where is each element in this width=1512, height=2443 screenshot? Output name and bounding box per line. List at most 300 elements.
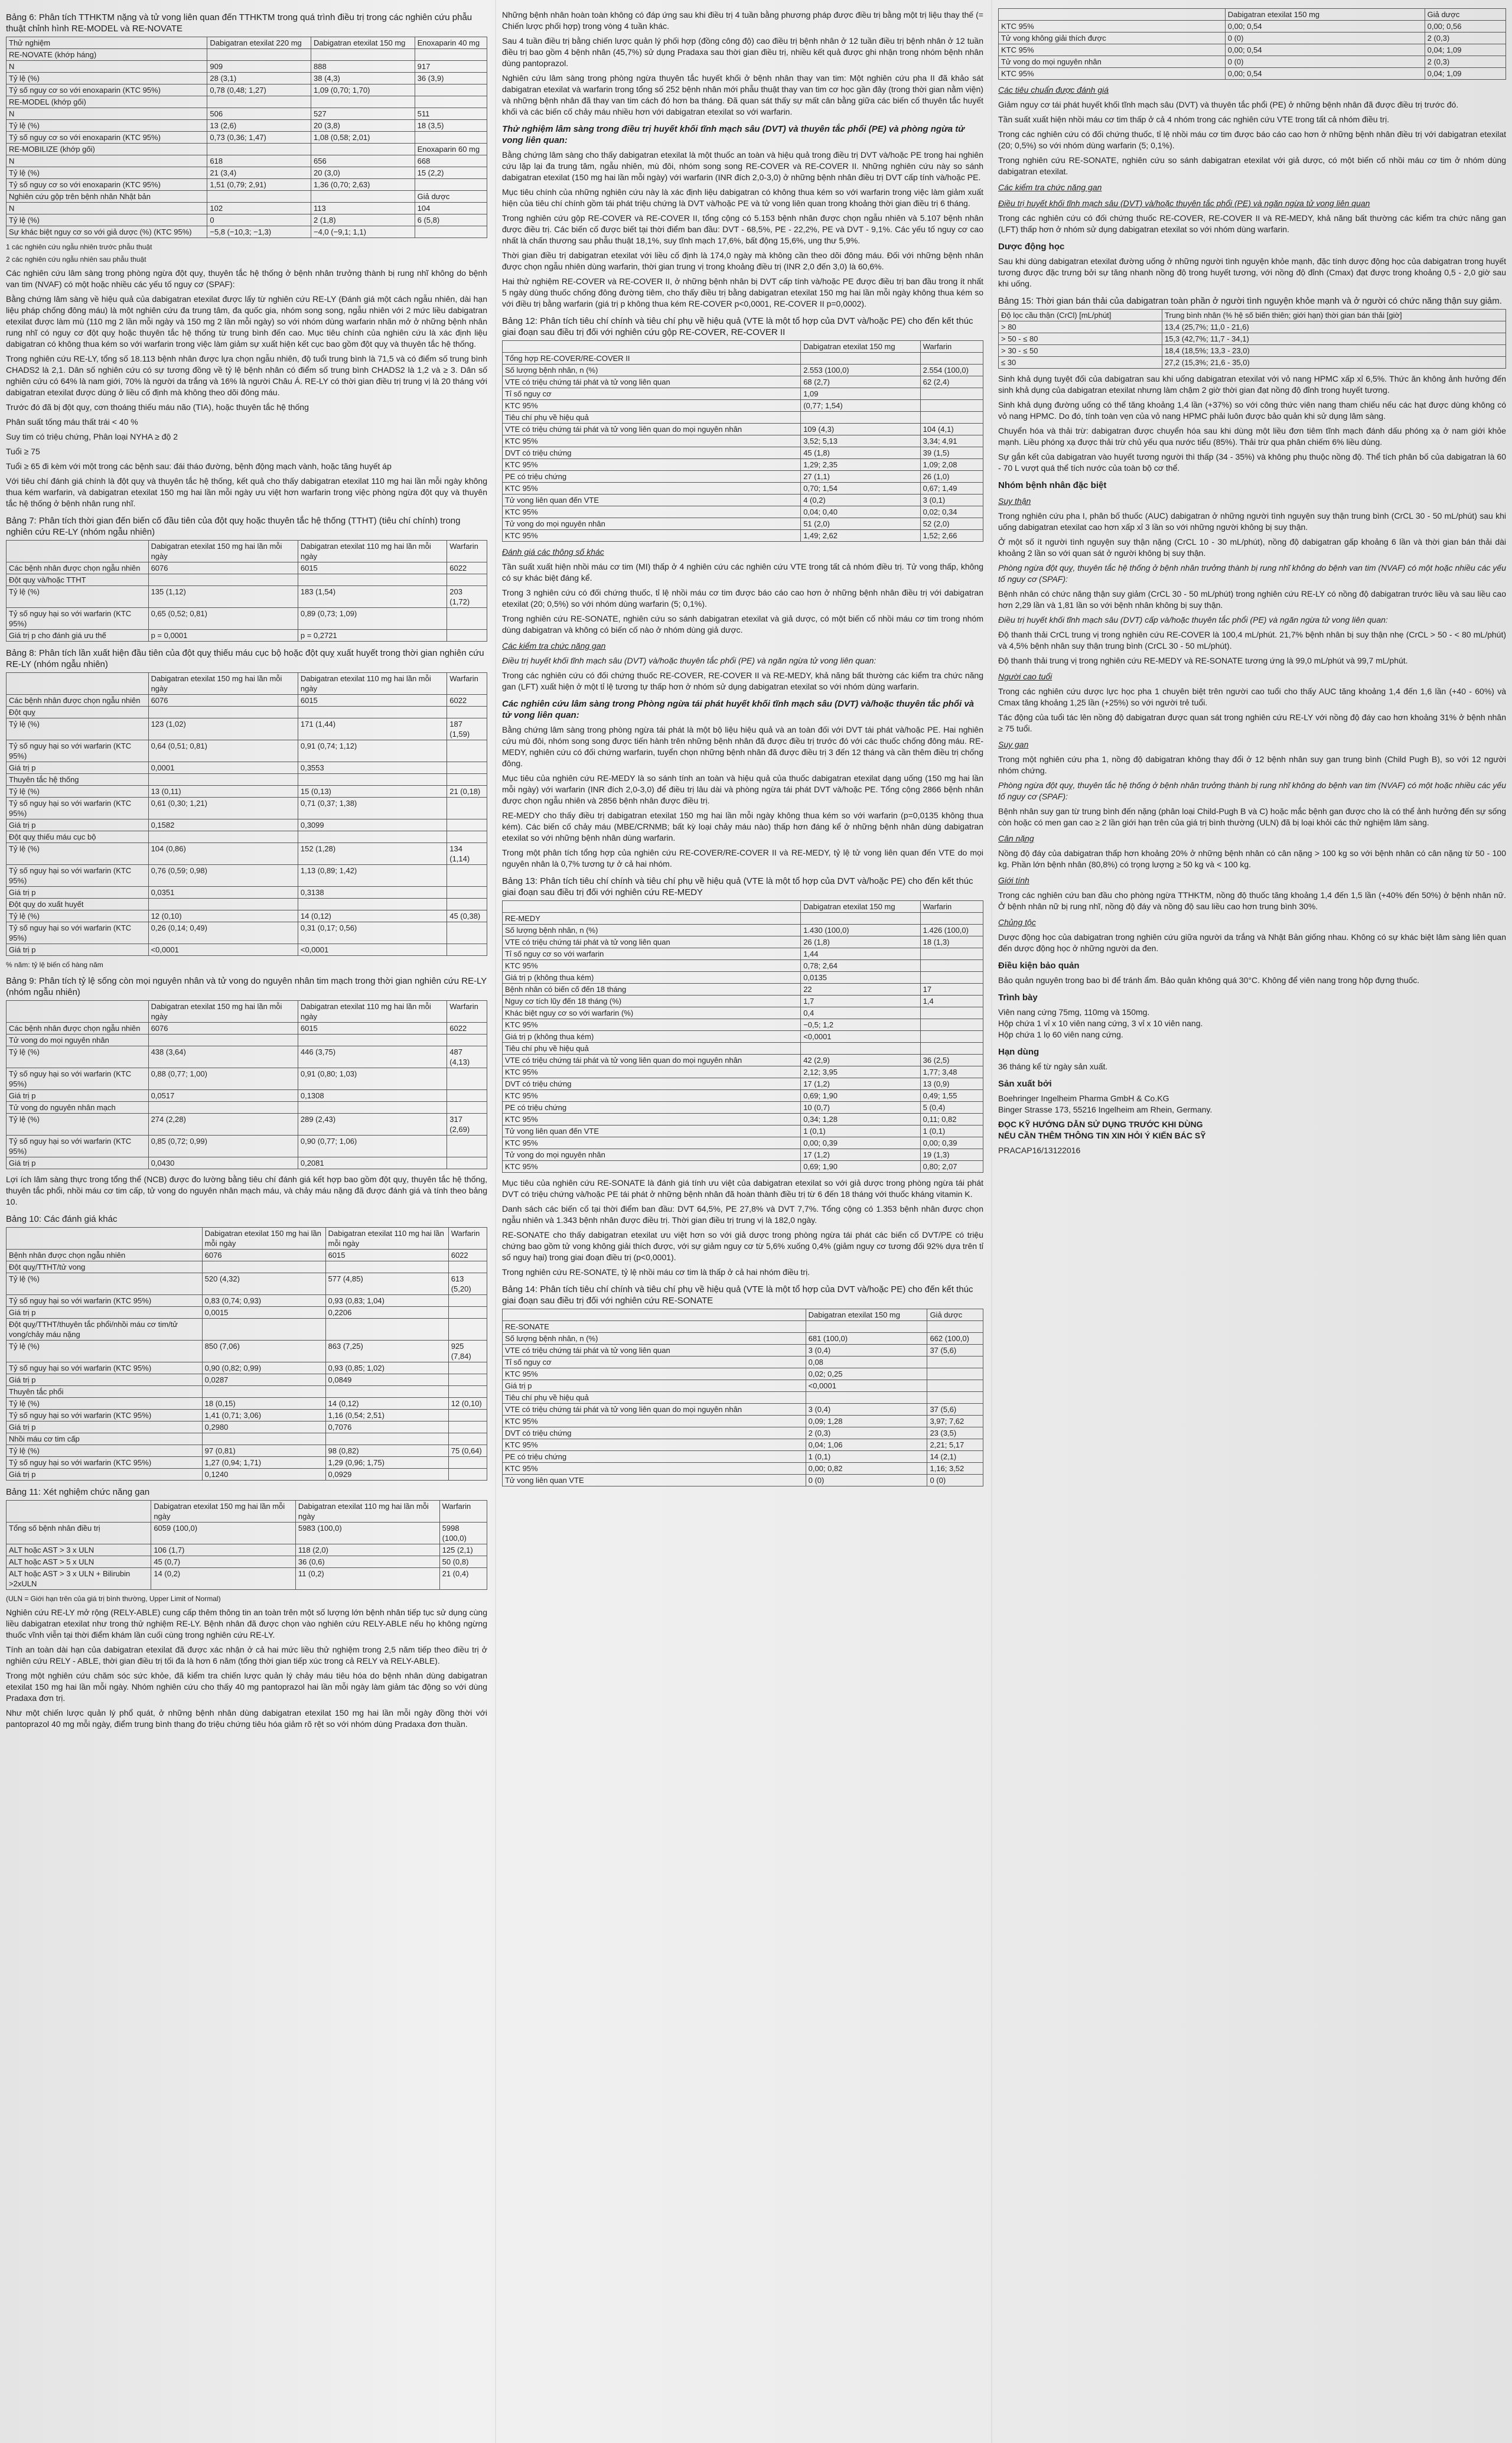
paragraph: Tần suất xuất hiện nhồi máu cơ tim thấp ở cả 4 nhóm trong các nghiên cứu VTE trong tất cả nhóm điều trị. (998, 115, 1389, 124)
table-row (503, 1475, 983, 1486)
table-cell: 0,7076 (325, 1421, 448, 1433)
table-cell: 123 (1,02) (148, 718, 298, 740)
table-cell (448, 1261, 487, 1273)
table-cell: 152 (1,28) (298, 843, 447, 865)
table-row (503, 471, 983, 483)
table-cell: Tỷ lệ (%) (6, 1046, 149, 1068)
paragraph: RE-SONATE cho thấy dabigatran etexilat ưu việt hơn so với giả dược trong phòng ngừa tái phát các biến cố DVT/PE có triệu chứng bao gồm tử vong không giải thích được, với sự giảm nguy cơ từ 5,6% xuống 0,4% (giảm nguy cơ tương đối 92% dựa trên tỉ số nguy hại) trong giai đoạn điều trị (p<0,0001). (502, 1230, 983, 1262)
manufacturer-address: Boehringer Ingelheim Pharma GmbH & Co.KG Binger Strasse 173, 55216 Ingelheim am Rhein, Germany. (998, 1094, 1213, 1114)
table-row (999, 333, 1506, 345)
subheading: Điều trị huyết khối tĩnh mạch sâu (DVT) và/hoặc thuyên tắc phổi (PE) và ngăn ngừa tử vong liên quan (998, 199, 1370, 208)
paragraph: Trong các nghiên cứu có đối chứng thuốc, tỉ lệ nhồi máu cơ tim được báo cáo cao hơn ở những bệnh nhân điều trị với dabigatran etexilat (20; 0,5%) so với nhóm dùng warfarin (5; 0,1%). (998, 129, 1506, 150)
table-cell: 0 (0) (1225, 32, 1425, 44)
table-row (503, 1439, 983, 1451)
table-row (6, 1102, 487, 1114)
table-row (503, 388, 983, 400)
table-cell: 26 (1,8) (801, 936, 920, 948)
paragraph: Danh sách các biến cố tại thời điểm ban đầu: DVT 64,5%, PE 27,8% và DVT 7,7%. Tổng cộng có 1.353 bệnh nhân được chọn ngẫu nhiên và 1.343 bệnh nhân được điều trị. Thời gian điều trị trung vị là 182,0 ngày. (502, 1204, 983, 1225)
paragraph: Trong các nghiên cứu ban đầu cho phòng ngừa TTHKTM, nồng độ thuốc tăng khoảng 1,4 đến 1,5 lần (+40% đến 50%) ở bệnh nhân nữ. Ở bệnh nhân nữ bị rung nhĩ, nồng độ đáy và nồng độ sau liều cao hơn trung bình 30%. (998, 890, 1506, 911)
table-cell: 39 (1,5) (920, 447, 983, 459)
table-header-cell: Thử nghiệm (6, 37, 207, 49)
table-cell: Các bệnh nhân được chọn ngẫu nhiên (6, 695, 149, 707)
table-row (6, 922, 487, 944)
table-cell (415, 49, 487, 61)
table-cell (927, 1368, 983, 1380)
table-14 (502, 1309, 983, 1486)
paragraph: Viên nang cứng 75mg, 110mg và 150mg. Hộp chứa 1 vỉ x 10 viên nang cứng, 3 vỉ x 10 viên nang. Hộp chứa 1 lọ 60 viên nang cứng. (998, 1007, 1203, 1039)
table-cell: ALT hoặc AST > 5 x ULN (6, 1556, 151, 1568)
table-row (999, 56, 1506, 68)
table-cell (447, 608, 487, 630)
table-cell (298, 831, 447, 843)
table-cell (447, 774, 487, 786)
table-cell: Tử vong liên quan đến VTE (503, 1125, 801, 1137)
table-15 (998, 309, 1506, 369)
table-cell: Tỷ lệ (%) (6, 73, 207, 84)
table-14-caption: Bảng 14: Phân tích tiêu chí chính và tiêu chí phụ về hiệu quả (VTE là một tổ hợp của DVT và/hoặc PE) cho đến kết thúc giai đoạn sau điều trị đối với nghiên cứu RE-SONATE (502, 1284, 973, 1306)
table-cell: > 50 - ≤ 80 (999, 333, 1162, 345)
table-cell: 6015 (325, 1250, 448, 1261)
table-header-cell: Dabigatran etexilat 220 mg (207, 37, 311, 49)
table-cell: 618 (207, 155, 311, 167)
table-cell: Đột quỵ/TTHT/tử vong (6, 1261, 203, 1273)
table-cell (298, 1102, 447, 1114)
table-row (6, 179, 487, 191)
table-header-cell: Dabigatran etexilat 150 mg (311, 37, 415, 49)
table-row (503, 972, 983, 984)
paragraph: Thời gian điều trị dabigatran etexilat với liều cố định là 174,0 ngày mà không cần theo dõi đông máu. Đối với những bệnh nhân được chọn ngẫu nhiên dùng warfarin, thời gian trung vị trong khoảng điều trị (INR 2,0 đến 3,0) là 60,6%. (502, 251, 983, 271)
paragraph: Bệnh nhân có chức năng thận suy giảm (CrCL 30 - 50 mL/phút) trong nghiên cứu RE-LY có nồng độ dabigatran trước liều và sau liều cao hơn 2,29 lần và 1,81 lần so với bệnh nhân không bị suy thận. (998, 589, 1506, 610)
table-cell: 3 (0,4) (806, 1345, 927, 1357)
table-cell: KTC 95% (503, 1066, 801, 1078)
table-header-row (6, 1228, 487, 1250)
paragraph: Tính an toàn dài hạn của dabigatran etexilat đã được xác nhận ở cả hai mức liều thử nghiệm trong 2,5 năm tiếp theo điều trị ở nghiên cứu RELY - ABLE, thời gian điều trị tối đa là hơn 6 năm (tổng thời gian tiếp xúc trong cả RELY và RELY-ABLE). (6, 1645, 487, 1665)
section-heading: Nhóm bệnh nhân đặc biệt (998, 480, 1107, 490)
table-cell (298, 574, 447, 586)
table-header-cell (999, 9, 1226, 21)
table-row (503, 1043, 983, 1055)
table-row (6, 1556, 487, 1568)
table-row (6, 1386, 487, 1398)
table-cell: 187 (1,59) (447, 718, 487, 740)
table-cell: 37 (5,6) (927, 1404, 983, 1416)
table-cell: Giá trị p (503, 1380, 806, 1392)
table-cell: 0,1240 (202, 1469, 325, 1481)
table-cell (806, 1321, 927, 1333)
table-cell: 18,4 (18,5%; 13,3 - 23,0) (1162, 345, 1506, 357)
table-header-cell: Dabigatran etexilat 150 mg (801, 341, 920, 353)
table-cell: RE-NOVATE (khớp háng) (6, 49, 207, 61)
table-row (503, 1031, 983, 1043)
table-11 (6, 1500, 487, 1590)
table-cell: 51 (2,0) (801, 518, 920, 530)
table-cell: 17 (1,2) (801, 1149, 920, 1161)
table-cell: 1 (0,1) (920, 1125, 983, 1137)
table-cell: 36 (2,5) (920, 1055, 983, 1066)
table-cell: 45 (0,7) (151, 1556, 296, 1568)
table-cell: 317 (2,69) (447, 1114, 487, 1136)
table-row (6, 843, 487, 865)
table-cell (447, 865, 487, 887)
paragraph: Như một chiến lược quản lý phổ quát, ở những bệnh nhân dùng dabigatran etexilat 150 mg hai lần mỗi ngày đồng thời với pantoprazol 40 mg mỗi ngày, điểm trung bình thang đo triệu chứng tiêu hóa giảm rõ rệt so với nhóm dùng Pradaxa đơn thuần. (6, 1708, 487, 1729)
table-cell: 0,04; 1,09 (1425, 68, 1506, 80)
table-cell: 289 (2,43) (298, 1114, 447, 1136)
paragraph: Trong nghiên cứu RE-SONATE, tỷ lệ nhồi máu cơ tim là thấp ở cả hai nhóm điều trị. (502, 1267, 810, 1277)
table-cell (415, 179, 487, 191)
table-row (6, 1307, 487, 1319)
table-cell: 38 (4,3) (311, 73, 415, 84)
table-cell: 21 (0,18) (447, 786, 487, 798)
table-cell: Tỷ lệ (%) (6, 120, 207, 132)
table-cell (325, 1319, 448, 1341)
table-cell: KTC 95% (503, 1090, 801, 1102)
table-row (503, 506, 983, 518)
table-cell: KTC 95% (503, 1439, 806, 1451)
table-cell (920, 1019, 983, 1031)
table-row (6, 155, 487, 167)
table-row (503, 960, 983, 972)
table-cell: PE có triệu chứng (503, 471, 801, 483)
table-cell: Tỷ số nguy cơ so với enoxaparin (KTC 95%) (6, 84, 207, 96)
table-cell: 13 (0,9) (920, 1078, 983, 1090)
table-cell: 109 (4,3) (801, 424, 920, 435)
table-cell: 0,3099 (298, 819, 447, 831)
table-cell (148, 707, 298, 718)
table-cell: Đột quỵ thiếu máu cục bộ (6, 831, 149, 843)
table-cell: 446 (3,75) (298, 1046, 447, 1068)
table-cell: 0,00; 0,54 (1225, 68, 1425, 80)
table-cell: Tử vong do mọi nguyên nhân (999, 56, 1226, 68)
table-row (503, 1333, 983, 1345)
paragraph: Sau 4 tuần điều trị bằng chiến lược quản lý phối hợp (đồng công độ) cao điều trị bệnh nhân ở 12 tuần điều trị bệnh nhân ở 12 tuần điều trị bao gồm 4 bệnh nhân (45,7%) sử dụng Pradaxa sau thời gian điều trị, nhiều kết quả được ghi nhận trong nhóm bệnh nhân dùng pantoprazol. (502, 36, 983, 68)
table-cell (920, 412, 983, 424)
table-cell: −0,5; 1,2 (801, 1019, 920, 1031)
table-cell: 0,89 (0,73; 1,09) (298, 608, 447, 630)
table-cell: Sự khác biệt nguy cơ so với giả dược (%) (KTC 95%) (6, 226, 207, 238)
table-cell: Tổng số bệnh nhân điều trị (6, 1523, 151, 1544)
table-row (503, 1321, 983, 1333)
table-cell: 3,34; 4,91 (920, 435, 983, 447)
table-cell: 134 (1,14) (447, 843, 487, 865)
table-header-cell: Enoxaparin 40 mg (415, 37, 487, 49)
table-row (503, 424, 983, 435)
table-row (503, 1161, 983, 1173)
table-cell: 98 (0,82) (325, 1445, 448, 1457)
table-cell: 0,0849 (325, 1374, 448, 1386)
table-row (6, 774, 487, 786)
table-cell (207, 191, 311, 203)
table-cell: Tỷ lệ (%) (6, 167, 207, 179)
paragraph: Phòng ngừa đột quỵ, thuyên tắc hệ thống ở bệnh nhân trưởng thành bị rung nhĩ không do bệnh van tim (NVAF) có một hoặc nhiều các yếu tố nguy cơ (SPAF): (998, 780, 1506, 801)
table-row (503, 530, 983, 542)
table-cell (927, 1392, 983, 1404)
table-cell: Nhồi máu cơ tim cấp (6, 1433, 203, 1445)
table-cell: Đột quỵ do xuất huyết (6, 899, 149, 910)
table-cell: 925 (7,84) (448, 1341, 487, 1362)
table-cell: 613 (5,20) (448, 1273, 487, 1295)
table-cell: KTC 95% (503, 1416, 806, 1427)
table-header-cell (6, 1501, 151, 1523)
table-cell (325, 1433, 448, 1445)
table-cell: 28 (3,1) (207, 73, 311, 84)
table-cell: Thuyên tắc hệ thống (6, 774, 149, 786)
table-row (6, 944, 487, 956)
table-cell: 0,83 (0,74; 0,93) (202, 1295, 325, 1307)
table-cell: KTC 95% (503, 530, 801, 542)
table-cell: Tử vong không giải thích được (999, 32, 1226, 44)
paragraph: Trong các nghiên cứu dược lực học pha 1 chuyên biệt trên người cao tuổi cho thấy AUC tăng khoảng 1,4 đến 1,6 lần (+40 - 60%) và Cmax tăng khoảng 1,25 lần (+25%) so với người trẻ tuổi. (998, 687, 1506, 707)
table-cell: Giá trị p (6, 1090, 149, 1102)
table-row (6, 132, 487, 144)
table-cell: 0,2206 (325, 1307, 448, 1319)
table-row (6, 910, 487, 922)
table-cell: 888 (311, 61, 415, 73)
paragraph: Điều trị huyết khối tĩnh mạch sâu (DVT) và/hoặc thuyên tắc phổi (PE) và ngăn ngừa tử vong liên quan: (502, 656, 876, 665)
table-row (503, 1137, 983, 1149)
table-cell: 6076 (202, 1250, 325, 1261)
table-cell: 0,3553 (298, 762, 447, 774)
table-header-cell: Dabigatran etexilat 110 mg hai lần mỗi ngày (298, 673, 447, 695)
paragraph: 36 tháng kể từ ngày sản xuất. (998, 1062, 1108, 1071)
table-cell: 0,04; 0,40 (801, 506, 920, 518)
table-cell: 6022 (447, 1023, 487, 1035)
table-cell: 6076 (148, 1023, 298, 1035)
table-cell: 1,44 (801, 948, 920, 960)
table-header-row (6, 541, 487, 562)
table-cell: 487 (4,13) (447, 1046, 487, 1068)
section-heading: Sản xuất bởi (998, 1079, 1052, 1089)
table-cell: 0,11; 0,82 (920, 1114, 983, 1125)
table-cell: KTC 95% (999, 44, 1226, 56)
table-row (503, 1357, 983, 1368)
bullet-item: Suy tim có triệu chứng, Phân loại NYHA ≥ độ 2 (6, 432, 178, 441)
table-13-caption: Bảng 13: Phân tích tiêu chí chính và tiêu chí phụ về hiệu quả (VTE là một tổ hợp của DVT và/hoặc PE) cho đến kết thúc giai đoạn sau điều trị đối với nghiên cứu RE-MEDY (502, 876, 973, 897)
table-cell: VTE có triệu chứng tái phát và tử vong liên quan do mọi nguyên nhân (503, 1404, 806, 1416)
table-cell: Đột quỵ (6, 707, 149, 718)
table-cell: 909 (207, 61, 311, 73)
table-cell (311, 191, 415, 203)
bullet-item: Tuổi ≥ 65 đi kèm với một trong các bệnh sau: đái tháo đường, bệnh động mạch vành, hoặc tăng huyết áp (6, 461, 392, 471)
table-cell: Tiêu chí phụ về hiệu quả (503, 1392, 806, 1404)
paragraph: Phòng ngừa đột quỵ, thuyên tắc hệ thống ở bệnh nhân trưởng thành bị rung nhĩ không do bệnh van tim (NVAF) có một hoặc nhiều các yếu tố nguy cơ (SPAF): (998, 563, 1506, 584)
paragraph: Mục tiêu của nghiên cứu RE-SONATE là đánh giá tính ưu việt của dabigatran etexilat so với giả dược trong phòng ngừa tái phát DVT có triệu chứng và/hoặc PE tái phát ở những bệnh nhân đã hoàn thành điều trị từ 6 đến 18 tháng với thuốc kháng vitamin K. (502, 1178, 983, 1199)
table-row (503, 376, 983, 388)
table-cell (927, 1321, 983, 1333)
table-6-caption: Bảng 6: Phân tích TTHKTM nặng và tử vong liên quan đến TTHKTM trong quá trình điều trị trong các nghiên cứu phẫu thuật chỉnh hình RE-MODEL và RE-NOVATE (6, 12, 472, 34)
table-cell: Giá trị p (6, 1307, 203, 1319)
table-row (6, 865, 487, 887)
table-cell: 21 (0,4) (439, 1568, 487, 1590)
table-cell: RE-MEDY (503, 913, 801, 925)
table-cell (927, 1380, 983, 1392)
table-header-cell: Dabigatran etexilat 150 mg (1225, 9, 1425, 21)
table-header-cell: Warfarin (447, 1001, 487, 1023)
table-cell: Tỷ lệ (%) (6, 718, 149, 740)
table-cell: Tiêu chí phụ về hiệu quả (503, 412, 801, 424)
table-13 (502, 900, 983, 1173)
table-cell: 1,36 (0,70; 2,63) (311, 179, 415, 191)
table-cell: 50 (0,8) (439, 1556, 487, 1568)
table-header-cell (6, 541, 149, 562)
table-header-row (6, 673, 487, 695)
table-cell: 75 (0,64) (448, 1445, 487, 1457)
table-row (6, 1445, 487, 1457)
table-cell: 10 (0,7) (801, 1102, 920, 1114)
table-cell: KTC 95% (999, 68, 1226, 80)
table-header-row (6, 37, 487, 49)
table-header-cell: Độ lọc cầu thận (CrCl) [mL/phút] (999, 310, 1162, 321)
table-header-cell: Dabigatran etexilat 110 mg hai lần mỗi ngày (295, 1501, 439, 1523)
table-cell: Tỉ số nguy cơ so với warfarin (503, 948, 801, 960)
table-cell: Đột quỵ/TTHT/thuyên tắc phổi/nhồi máu cơ tim/tử vong/chảy máu nặng (6, 1319, 203, 1341)
table-cell (448, 1421, 487, 1433)
table-cell: Giá trị p (6, 819, 149, 831)
table-cell (447, 762, 487, 774)
table-header-row (503, 1309, 983, 1321)
table-cell: Tỉ số nguy cơ (503, 1357, 806, 1368)
table-cell: ≤ 30 (999, 357, 1162, 369)
table-cell: −5,8 (−10,3; −1,3) (207, 226, 311, 238)
table-header-cell: Warfarin (920, 341, 983, 353)
table-row (999, 21, 1506, 32)
table-cell: 37 (5,6) (927, 1345, 983, 1357)
table-row (503, 1066, 983, 1078)
paragraph: Trong nghiên cứu gộp RE-COVER và RE-COVER II, tổng cộng có 5.153 bệnh nhân được chọn ngẫu nhiên và 5.107 bệnh nhân được điều trị. Các biến cố được biết tại thời điểm ban đầu: DVT - 68,5%, PE - 22,2%, PE và DVT - 9,1%. Các yếu tố nguy cơ cao nhất là chấn thương sau phẫu thuật 18,1%, suy tĩnh mạch 17,6%, bất động 15,6%, ung thư 5,9%. (502, 213, 983, 245)
table-header-row (503, 341, 983, 353)
table-row (503, 1368, 983, 1380)
bullet-item: Trước đó đã bị đột quỵ, cơn thoáng thiếu máu não (TIA), hoặc thuyên tắc hệ thống (6, 402, 309, 412)
table-cell: 13,4 (25,7%; 11,0 - 21,6) (1162, 321, 1506, 333)
table-cell: 3,52; 5,13 (801, 435, 920, 447)
paragraph: Bảo quản nguyên trong bao bì để tránh ẩm. Bảo quản không quá 30°C. Không để viên nang trong hộp đựng thuốc. (998, 975, 1420, 985)
table-cell: 36 (0,6) (295, 1556, 439, 1568)
paragraph: Bằng chứng lâm sàng về hiệu quả của dabigatran etexilat được lấy từ nghiên cứu RE-LY (Đánh giá một cách ngẫu nhiên, dài hạn liệu pháp chống đông máu) là một nghiên cứu đa trung tâm, đa quốc gia, nhóm song song, ngẫu nhiên với 2 mức liều dabigatran etexilat được làm mù (110 mg 2 lần mỗi ngày và 150 mg 2 lần mỗi ngày) so với nhóm dùng warfarin nhãn mở ở những bệnh nhân rung nhĩ có nguy cơ đột quỵ hoặc thuyên tắc hệ thống từ trung bình đến cao. Mục tiêu chính của nghiên cứu là xác định liệu dabigatran có không thua kém so với warfarin trong việc làm giảm sự xuất hiện kết cục bao gồm đột quỵ và thuyên tắc hệ thống. (6, 294, 487, 349)
table-header-cell (6, 673, 149, 695)
table-cell: 118 (2,0) (295, 1544, 439, 1556)
table-cell: KTC 95% (503, 1114, 801, 1125)
table-row (6, 49, 487, 61)
table-header-row (6, 1501, 487, 1523)
table-cell: 36 (3,9) (415, 73, 487, 84)
table-row (503, 1055, 983, 1066)
table-cell: 52 (2,0) (920, 518, 983, 530)
table-cell (311, 144, 415, 155)
table-cell: 113 (311, 203, 415, 214)
table-cell: Thuyên tắc phổi (6, 1386, 203, 1398)
table-row (6, 762, 487, 774)
table-cell: Giá trị p (không thua kém) (503, 972, 801, 984)
table-cell (202, 1319, 325, 1341)
table-cell (447, 740, 487, 762)
table-row (503, 495, 983, 506)
paragraph: Trong nghiên cứu RE-SONATE, nghiên cứu so sánh dabigatran etexilat với giả dược, có một biến cố nhồi máu cơ tim ở nhóm dùng dabigatran etexilat. (998, 155, 1506, 176)
table-11-caption: Bảng 11: Xét nghiệm chức năng gan (6, 1487, 150, 1497)
subheading: Các kiểm tra chức năng gan (998, 183, 1102, 192)
table-cell: 23 (3,5) (927, 1427, 983, 1439)
table-cell (148, 831, 298, 843)
table-cell: 135 (1,12) (148, 586, 298, 608)
table-cell: Giá trị p (6, 944, 149, 956)
table-row (6, 608, 487, 630)
table-cell (447, 944, 487, 956)
table-cell: 203 (1,72) (447, 586, 487, 608)
table-header-cell: Trung bình nhân (% hệ số biến thiên; giới hạn) thời gian bán thải [giờ] (1162, 310, 1506, 321)
table-cell: 681 (100,0) (806, 1333, 927, 1345)
table-row (503, 353, 983, 365)
table-cell: Nghiên cứu gộp trên bệnh nhân Nhật bản (6, 191, 207, 203)
fold-line (495, 0, 496, 2443)
table-cell (448, 1319, 487, 1341)
table-cell: KTC 95% (503, 459, 801, 471)
table-cell: 1.426 (100,0) (920, 925, 983, 936)
table-cell (448, 1307, 487, 1319)
table-cell: 1,7 (801, 996, 920, 1007)
table-row (6, 1273, 487, 1295)
table-cell: Tỷ số nguy hại so với warfarin (KTC 95%) (6, 1136, 149, 1157)
table-row (503, 447, 983, 459)
table-cell: 0,02; 0,34 (920, 506, 983, 518)
table-cell: Bệnh nhân được chọn ngẫu nhiên (6, 1250, 203, 1261)
table-9 (6, 1000, 487, 1169)
table-row (6, 1568, 487, 1590)
table-row (503, 1114, 983, 1125)
table-cell (202, 1261, 325, 1273)
paragraph: Các nghiên cứu lâm sàng trong phòng ngừa đột quỵ, thuyên tắc hệ thống ở bệnh nhân trưởng thành bị rung nhĩ không do bệnh van tim (NVAF) có một hoặc nhiều các yếu tố nguy cơ (SPAF): (6, 268, 487, 289)
table-cell (447, 819, 487, 831)
table-cell: RE-MODEL (khớp gối) (6, 96, 207, 108)
table-cell: 0,93 (0,85; 1,02) (325, 1362, 448, 1374)
table-row (6, 899, 487, 910)
table-cell (298, 774, 447, 786)
table-cell (447, 899, 487, 910)
table-cell (207, 144, 311, 155)
table-cell: 5998 (100,0) (439, 1523, 487, 1544)
table-cell: Các bệnh nhân được chọn ngẫu nhiên (6, 562, 149, 574)
table-cell: 6022 (448, 1250, 487, 1261)
table-row (503, 1078, 983, 1090)
table-cell (927, 1357, 983, 1368)
table-cell: 0,26 (0,14; 0,49) (148, 922, 298, 944)
table-cell: DVT có triệu chứng (503, 1078, 801, 1090)
table-cell: 45 (0,38) (447, 910, 487, 922)
table-cell: Giá trị p (không thua kém) (503, 1031, 801, 1043)
paragraph: Nghiên cứu RE-LY mở rộng (RELY-ABLE) cung cấp thêm thông tin an toàn trên một số lượng lớn bệnh nhân tiếp tục sử dụng cùng liều dabigatran etexilat như trong thử nghiệm RE-LY. Bệnh nhân đã được chọn vào nghiên cứu RELY-ABLE nếu họ không ngừng thuốc vĩnh viễn tại thời điểm khám lần cuối cùng trong nghiên cứu RE-LY. (6, 1608, 487, 1639)
table-row (503, 925, 983, 936)
table-cell: 5983 (100,0) (295, 1523, 439, 1544)
table-header-cell: Dabigatran etexilat 110 mg hai lần mỗi ngày (298, 1001, 447, 1023)
table-cell: VTE có triệu chứng tái phát và tử vong liên quan do mọi nguyên nhân (503, 424, 801, 435)
table-cell: 21 (3,4) (207, 167, 311, 179)
table-cell (207, 96, 311, 108)
table-header-cell: Dabigatran etexilat 150 mg hai lần mỗi ngày (148, 541, 298, 562)
paragraph: Trong các nghiên cứu có đối chứng thuốc RE-COVER, RE-COVER II và RE-MEDY, khả năng bất thường các kiểm tra chức năng gan (LFT) thấp hơn ở nhóm sử dụng dabigatran etexilat so với nhóm dùng warfarin. (998, 213, 1506, 234)
table-cell: −4,0 (−9,1; 1,1) (311, 226, 415, 238)
table-cell (447, 1035, 487, 1046)
table-cell: <0,0001 (298, 944, 447, 956)
table-cell: > 30 - ≤ 50 (999, 345, 1162, 357)
table-cell: 17 (920, 984, 983, 996)
table-cell: 0,4 (801, 1007, 920, 1019)
section-heading: Hạn dùng (998, 1047, 1040, 1057)
table-cell: 2 (0,3) (806, 1427, 927, 1439)
table-cell: Tỷ số nguy hại so với warfarin (KTC 95%) (6, 798, 149, 819)
table-cell: 6015 (298, 695, 447, 707)
table-cell: 106 (1,7) (151, 1544, 296, 1556)
table-cell: Tử vong do mọi nguyên nhân (6, 1035, 149, 1046)
table-cell: 26 (1,0) (920, 471, 983, 483)
table-cell (447, 707, 487, 718)
paragraph: Bằng chứng lâm sàng cho thấy dabigatran etexilat là một thuốc an toàn và hiệu quả trong điều trị DVT và/hoặc PE trong hai nghiên cứu lặp lại đa trung tâm, ngẫu nhiên, mù đôi, nhóm song song RE-COVER và RE-COVER II. Những nghiên cứu này so sánh dabigatran etexilat (150 mg hai lần mỗi ngày) với warfarin (INR đích 2,0-3,0) ở những bệnh nhân điều trị DVT cấp tính và/hoặc PE. (502, 150, 983, 182)
